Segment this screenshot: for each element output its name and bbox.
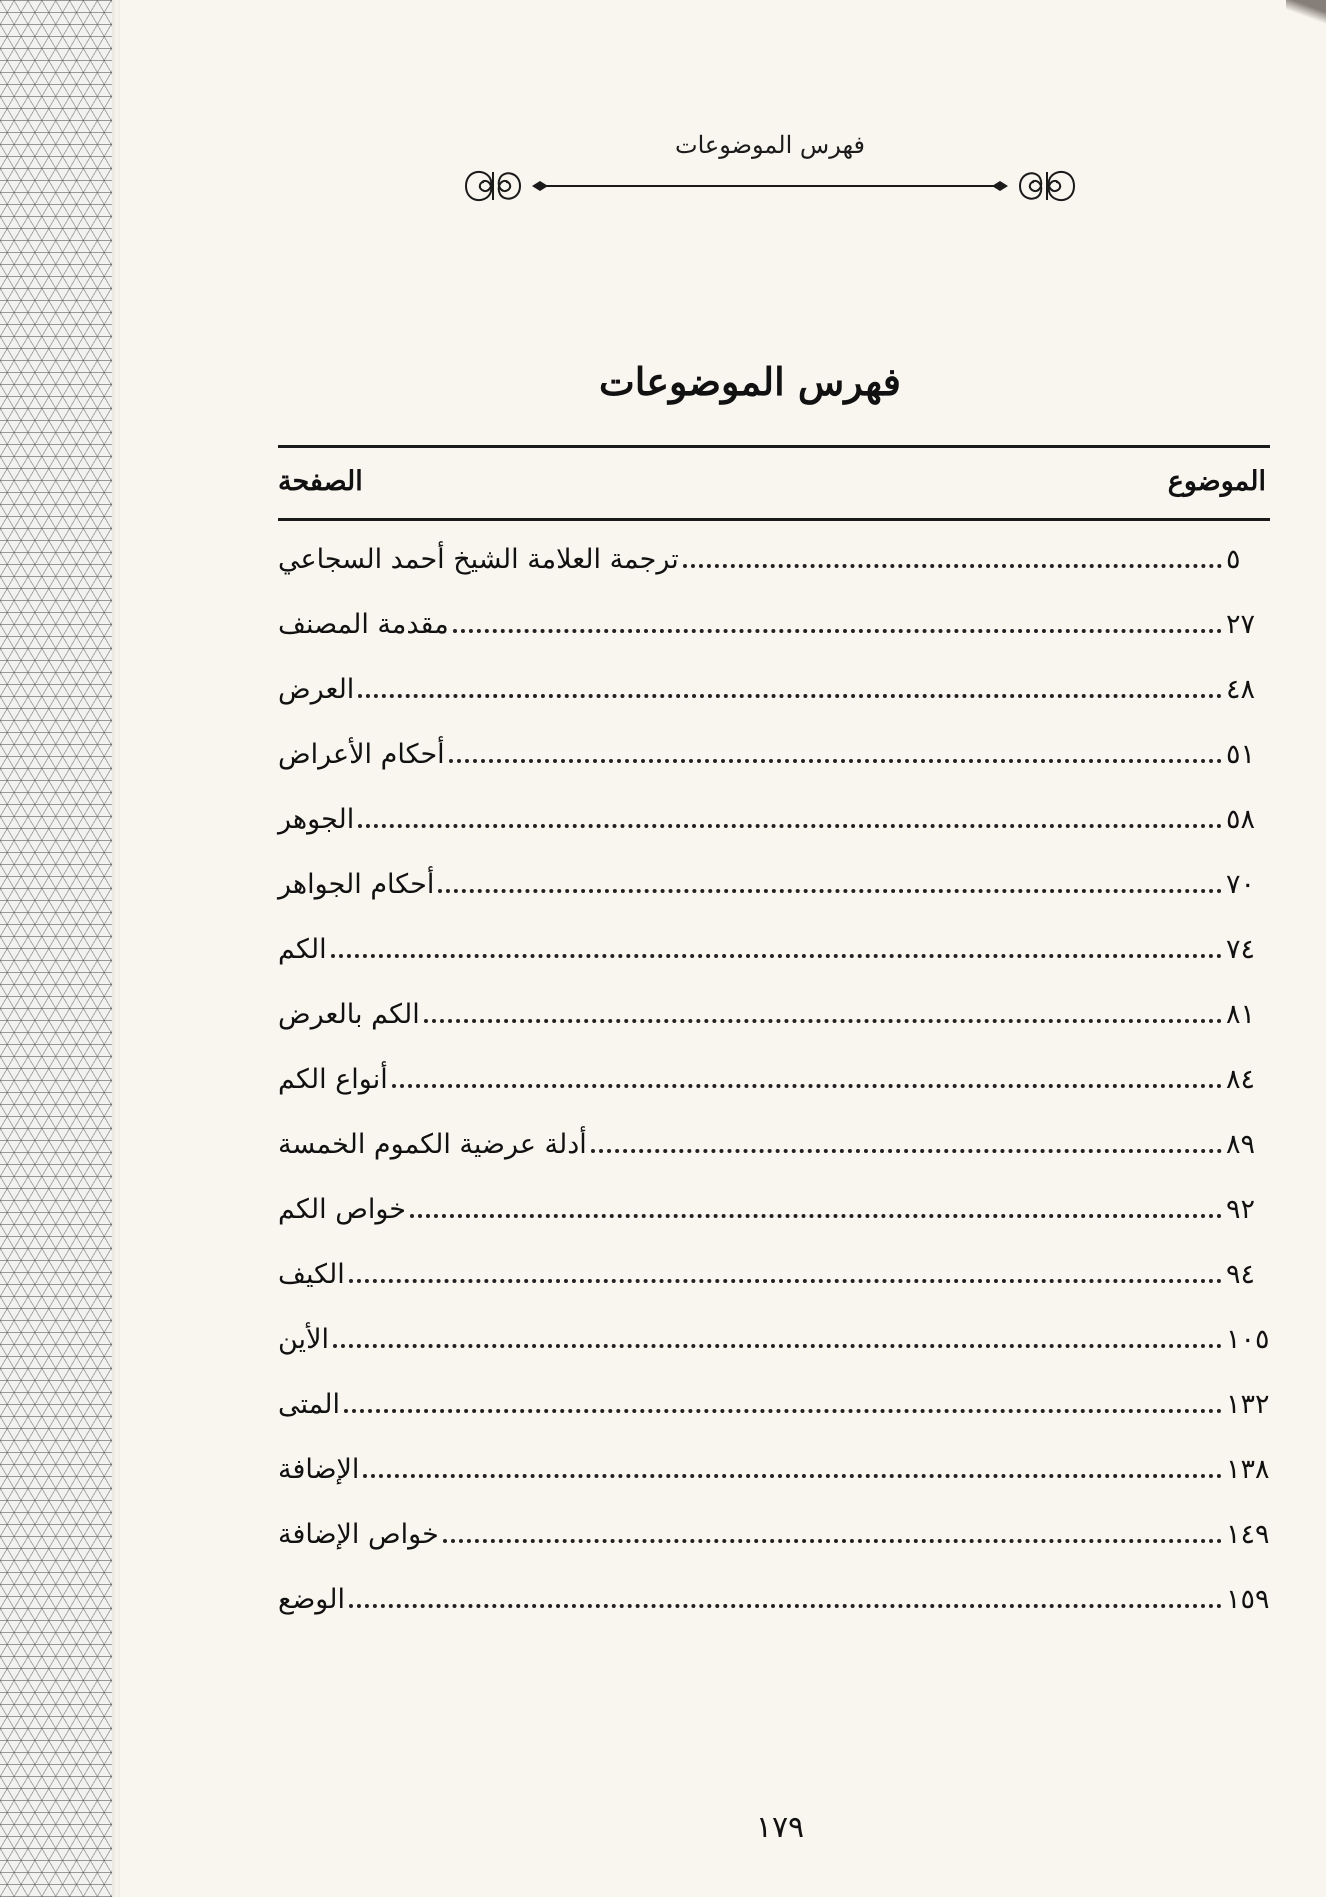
toc-entry-title: خواص الكم	[278, 1194, 406, 1225]
toc-entry-page: ٧٠	[1226, 869, 1256, 900]
toc-entry-title: أدلة عرضية الكموم الخمسة	[278, 1129, 587, 1160]
dot-leader	[449, 759, 1222, 763]
toc-entry[interactable]	[278, 735, 1270, 800]
toc-entry-title: الأين	[278, 1324, 329, 1355]
toc-entry-page: ١٣٨	[1226, 1454, 1270, 1485]
page-column-heading: الصفحة	[278, 466, 363, 497]
dot-leader	[358, 694, 1222, 698]
toc-entry-title: الإضافة	[278, 1454, 360, 1485]
toc-entry[interactable]	[278, 1125, 1270, 1190]
toc-entry[interactable]	[278, 1385, 1270, 1450]
toc-entry-page: ٩٢	[1226, 1194, 1256, 1225]
dot-leader	[591, 1149, 1222, 1153]
toc-entry[interactable]	[278, 1255, 1270, 1320]
header-rule-bottom	[278, 518, 1270, 521]
toc-entry-title: مقدمة المصنف	[278, 609, 449, 640]
toc-entry-title: أحكام الأعراض	[278, 739, 445, 770]
toc-entry-page: ٢٧	[1226, 609, 1256, 640]
toc-entry-page: ٨٩	[1226, 1129, 1256, 1160]
dot-leader	[438, 889, 1222, 893]
toc-entry-title: الكم	[278, 934, 327, 965]
toc-entry[interactable]	[278, 1580, 1270, 1645]
header-rule-top	[278, 445, 1270, 448]
toc-entry-title: المتى	[278, 1389, 340, 1420]
dot-leader	[683, 564, 1222, 568]
dot-leader	[363, 1474, 1222, 1478]
toc-title: فهرس الموضوعات	[599, 359, 901, 404]
toc-entry-page: ٩٤	[1226, 1259, 1256, 1290]
topic-column-heading: الموضوع	[1167, 466, 1266, 497]
dot-leader	[392, 1084, 1222, 1088]
toc-entry-page: ٨٤	[1226, 1064, 1256, 1095]
toc-entry-page: ٥٨	[1226, 804, 1256, 835]
toc-entry-title: ترجمة العلامة الشيخ أحمد السجاعي	[278, 544, 679, 575]
dot-leader	[443, 1539, 1222, 1543]
spiral-binding-strip	[0, 0, 113, 1897]
dot-leader	[410, 1214, 1222, 1218]
toc-entry[interactable]	[278, 865, 1270, 930]
toc-entry[interactable]	[278, 540, 1270, 605]
running-header	[430, 130, 1110, 208]
toc-entry-title: أحكام الجواهر	[278, 869, 435, 900]
dot-leader	[358, 824, 1222, 828]
dot-leader	[453, 629, 1222, 633]
toc-entry-page: ٤٨	[1226, 674, 1256, 705]
toc-entry[interactable]	[278, 930, 1270, 995]
toc-entry[interactable]	[278, 995, 1270, 1060]
toc-entry[interactable]	[278, 1060, 1270, 1125]
toc-entry-page: ٥	[1226, 544, 1241, 575]
toc-entry-title: أنواع الكم	[278, 1064, 388, 1095]
toc-entry[interactable]	[278, 605, 1270, 670]
dot-leader	[331, 954, 1222, 958]
ornament-divider-icon	[460, 164, 1080, 208]
dot-leader	[344, 1409, 1222, 1413]
dot-leader	[333, 1344, 1222, 1348]
toc-entry[interactable]	[278, 1320, 1270, 1385]
toc-entry-title: الكم بالعرض	[278, 999, 420, 1030]
corner-shadow	[1286, 0, 1326, 26]
toc-entry[interactable]	[278, 800, 1270, 865]
page-number: ١٧٩	[755, 1810, 805, 1845]
dot-leader	[424, 1019, 1222, 1023]
toc-entry-page: ٨١	[1226, 999, 1256, 1030]
dot-leader	[349, 1604, 1222, 1608]
toc-entry[interactable]	[278, 1515, 1270, 1580]
toc-entry-page: ١٥٩	[1226, 1584, 1270, 1615]
running-title: فهرس الموضوعات	[675, 131, 865, 159]
dot-leader	[349, 1279, 1222, 1283]
toc-entry-page: ٧٤	[1226, 934, 1256, 965]
toc-entry-title: خواص الإضافة	[278, 1519, 439, 1550]
toc-entry-page: ١٤٩	[1226, 1519, 1270, 1550]
toc-entry[interactable]	[278, 1190, 1270, 1255]
toc-entry-page: ١٠٥	[1226, 1324, 1270, 1355]
toc-entry-title: الجوهر	[278, 804, 355, 835]
toc-entry-title: الوضع	[278, 1584, 345, 1615]
toc-entry-title: الكيف	[278, 1259, 345, 1290]
toc-entry-title: العرض	[278, 674, 355, 705]
toc-entry-page: ٥١	[1226, 739, 1256, 770]
toc-entries	[278, 540, 1270, 1645]
toc-entry-page: ١٣٢	[1226, 1389, 1270, 1420]
toc-entry[interactable]	[278, 670, 1270, 735]
toc-entry[interactable]	[278, 1450, 1270, 1515]
